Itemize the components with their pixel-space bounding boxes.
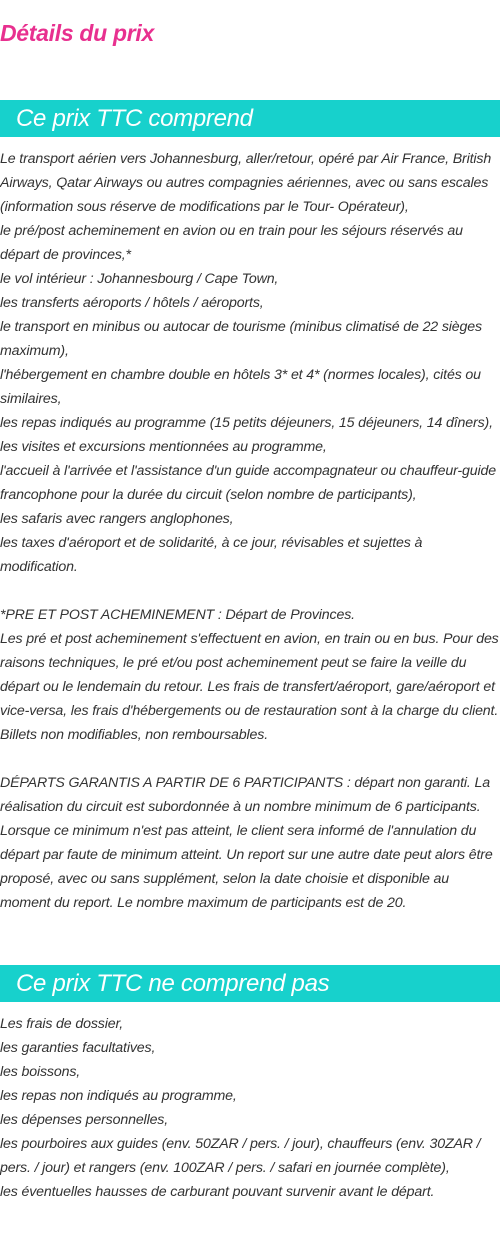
excluded-section-header: Ce prix TTC ne comprend pas <box>0 965 500 1002</box>
guaranteed-departures-note: DÉPARTS GARANTIS A PARTIR DE 6 PARTICIPANTS : départ non garanti. La réalisation du circuit est subordonnée à un nombre minimum de 6 participants. Lorsque ce minimum n'est pas atteint, le client sera informé de l'annulation du départ par faute de minimum atteint. Un report sur une autre date peut alors être proposé, avec ou sans supplément, selon la date choisie et disponible au moment du report. Le nombre maximum de participants est de 20. <box>0 775 493 911</box>
included-item: les taxes d'aéroport et de solidarité, à ce jour, révisables et sujettes à modification. <box>0 535 423 575</box>
included-item: le pré/post acheminement en avion ou en train pour les séjours réservés au départ de provinces,* <box>0 223 463 263</box>
pre-post-note-title: *PRE ET POST ACHEMINEMENT : Départ de Provinces. <box>0 607 355 623</box>
excluded-item: les pourboires aux guides (env. 50ZAR / pers. / jour), chauffeurs (env. 30ZAR / pers. / jour) et rangers (env. 100ZAR / pers. / safari en journée complète), <box>0 1136 481 1176</box>
included-list <box>0 147 500 915</box>
pre-post-note-text: Les pré et post acheminement s'effectuent en avion, en train ou en bus. Pour des raisons techniques, le pré et/ou post acheminement peut se faire la veille du départ ou le lendemain du retour. Les frais de transfert/aéroport, gare/aéroport et vice-versa, les frais d'hébergements ou de restauration sont à la charge du client. Billets non modifiables, non remboursables. <box>0 631 499 743</box>
included-item: Le transport aérien vers Johannesburg, aller/retour, opéré par Air France, British Airways, Qatar Airways ou autres compagnies aériennes, avec ou sans escales (information sous réserve de modifications par le Tour- Opérateur), <box>0 151 492 215</box>
excluded-item: les éventuelles hausses de carburant pouvant survenir avant le départ. <box>0 1184 435 1200</box>
included-item: le vol intérieur : Johannesbourg / Cape Town, <box>0 271 279 287</box>
excluded-item: les dépenses personnelles, <box>0 1112 169 1128</box>
excluded-item: les repas non indiqués au programme, <box>0 1088 237 1104</box>
included-item: l'hébergement en chambre double en hôtels 3* et 4* (normes locales), cités ou similaires, <box>0 367 481 407</box>
included-item: les safaris avec rangers anglophones, <box>0 511 234 527</box>
included-section-header: Ce prix TTC comprend <box>0 100 500 137</box>
excluded-item: les garanties facultatives, <box>0 1040 156 1056</box>
included-item: les visites et excursions mentionnées au programme, <box>0 439 327 455</box>
included-item: les transferts aéroports / hôtels / aéroports, <box>0 295 264 311</box>
excluded-list <box>0 1012 500 1204</box>
page-title: Détails du prix <box>0 20 154 46</box>
included-item: les repas indiqués au programme (15 petits déjeuners, 15 déjeuners, 14 dîners), <box>0 415 493 431</box>
included-item: l'accueil à l'arrivée et l'assistance d'un guide accompagnateur ou chauffeur-guide francophone pour la durée du circuit (selon nombre de participants), <box>0 463 496 503</box>
excluded-item: Les frais de dossier, <box>0 1016 124 1032</box>
excluded-item: les boissons, <box>0 1064 81 1080</box>
included-item: le transport en minibus ou autocar de tourisme (minibus climatisé de 22 sièges maximum), <box>0 319 482 359</box>
